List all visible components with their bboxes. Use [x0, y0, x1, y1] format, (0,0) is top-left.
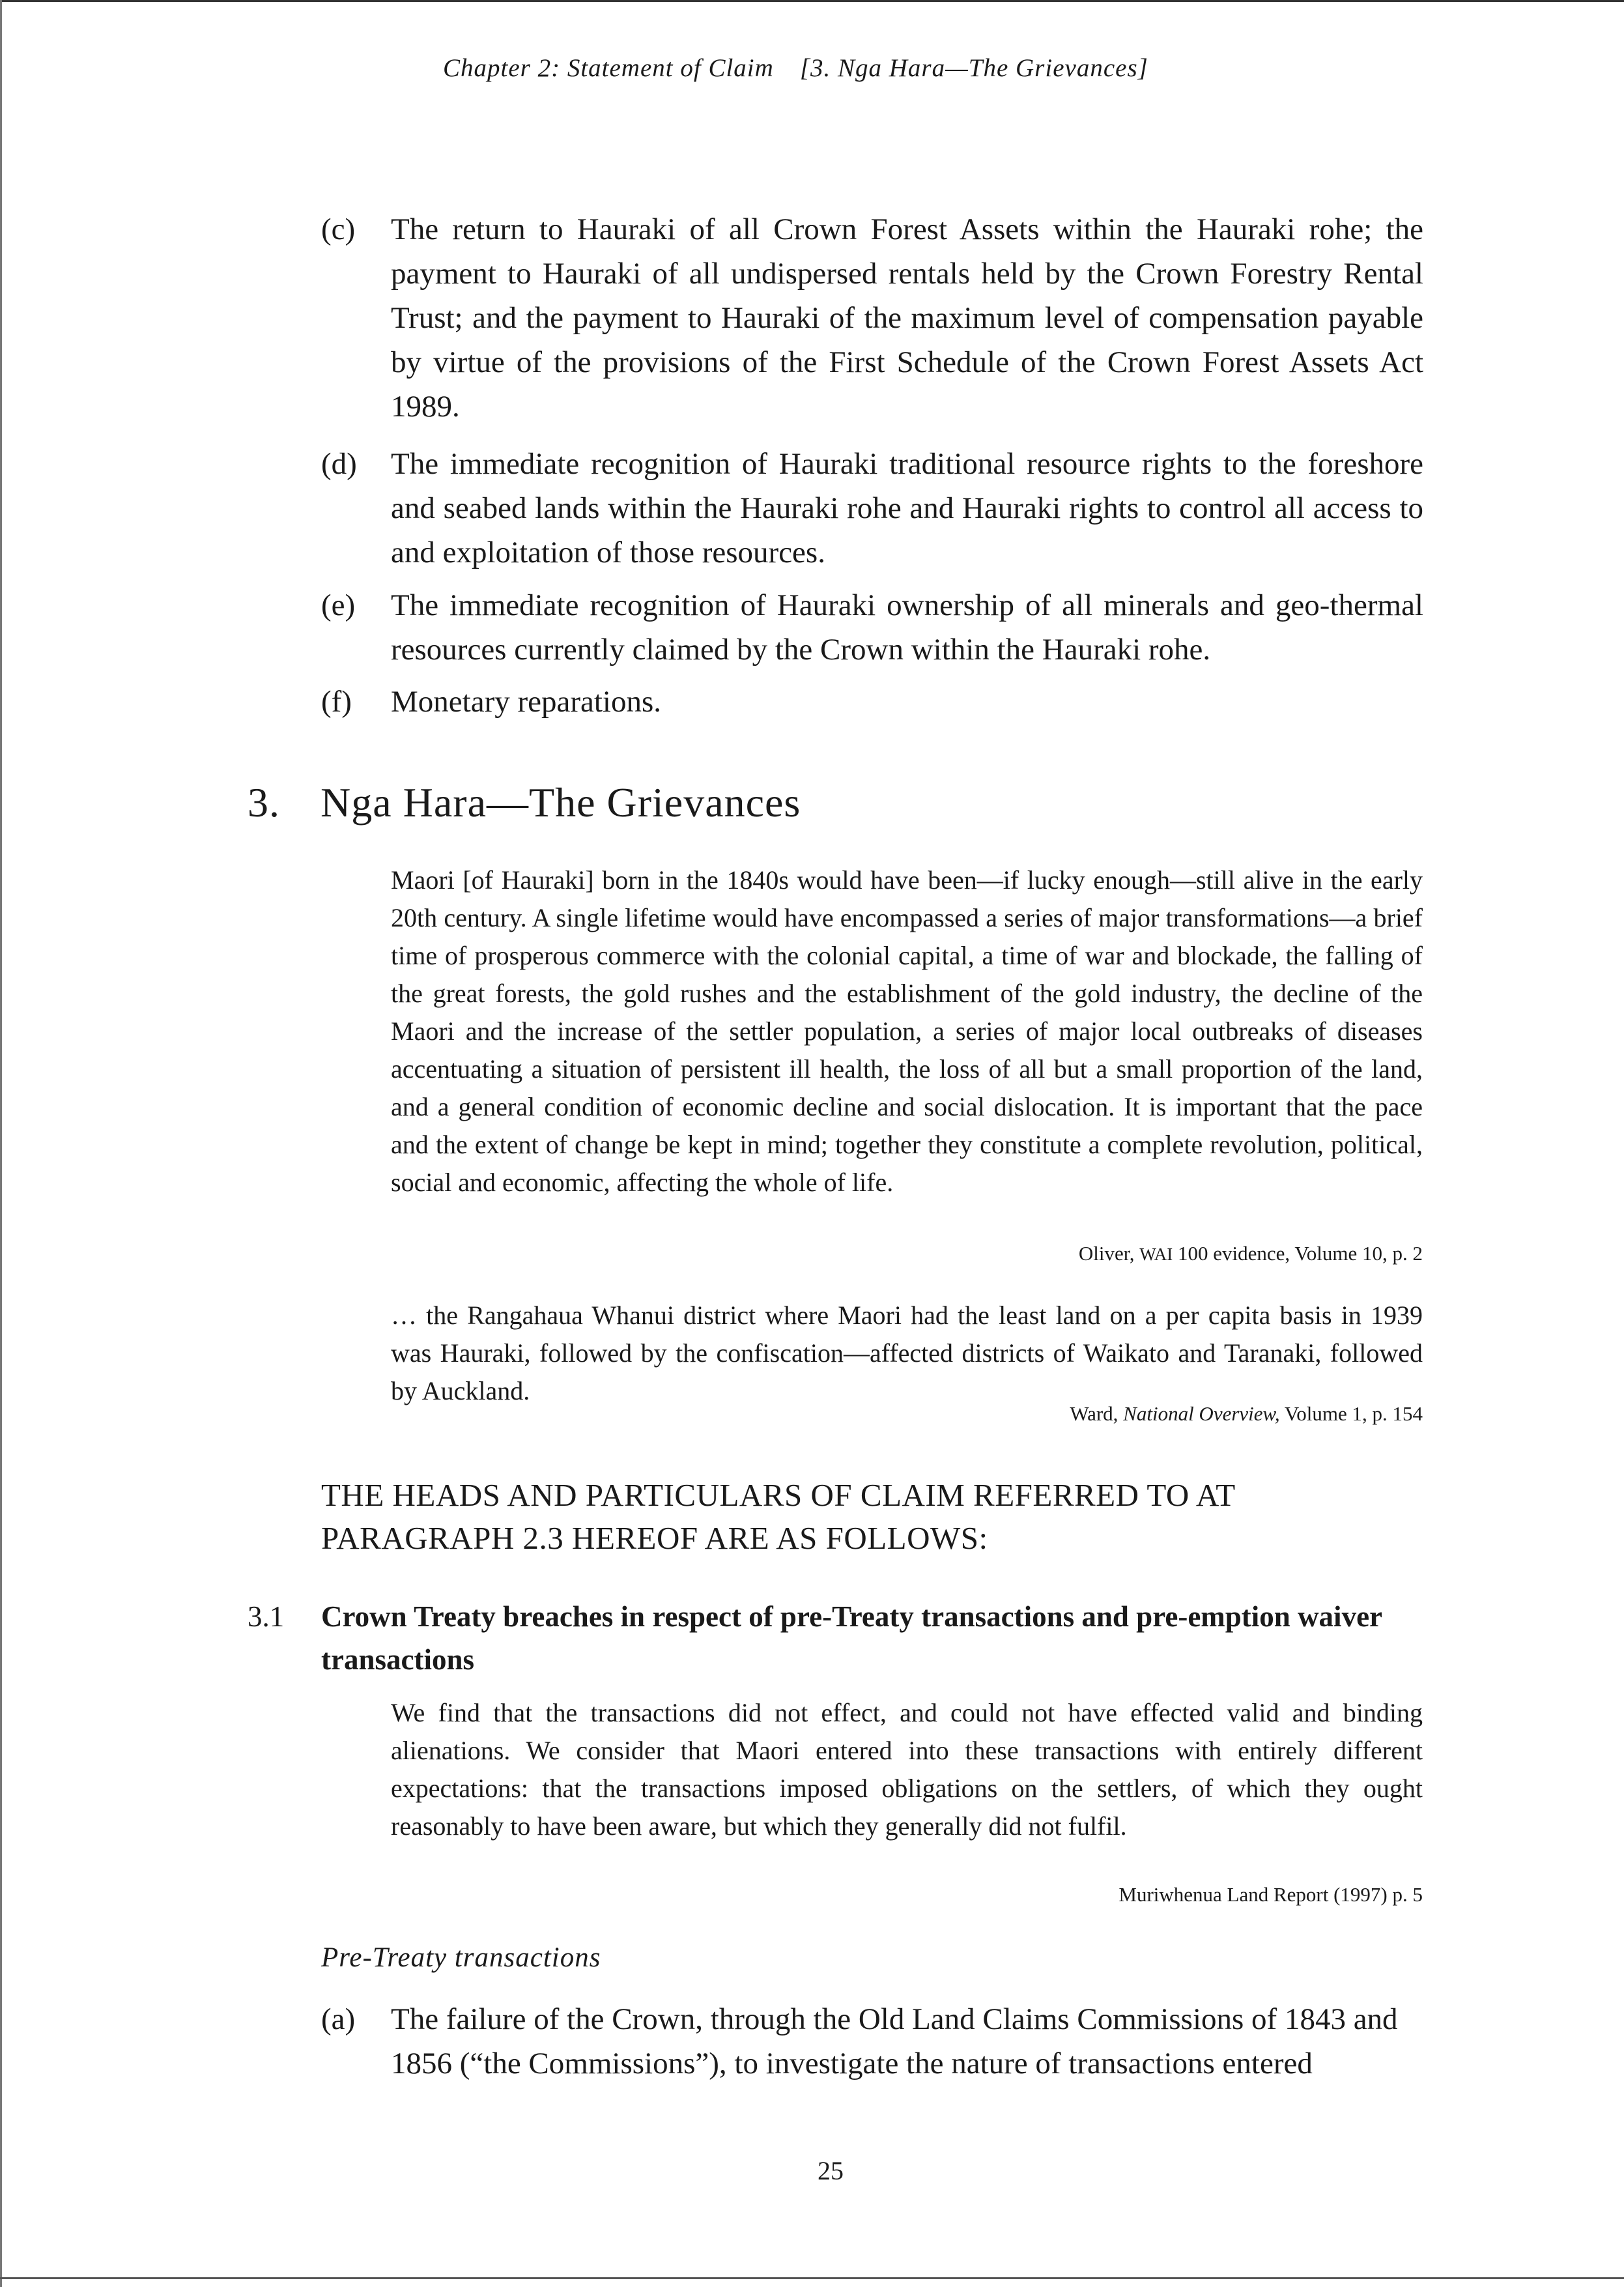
- list-item-label: (d): [321, 447, 357, 481]
- list-item-a: [321, 1997, 1423, 2086]
- block-quote-oliver: Maori [of Hauraki] born in the 1840s would have been—if lucky enough—still alive in the early 20th century. A single lifetime would have encompassed a series of major transformations—a brief time of prosperous commerce with the colonial capital, a time of war and blockade, the falling of the great forests, the gold rushes and the establishment of the gold industry, the decline of the Maori and the increase of the settler population, a series of major local outbreaks of diseases accentuating a situation of persistent ill health, the loss of all but a small proportion of the land, and a general condition of economic decline and social dislocation. It is important that the pace and the extent of change be kept in mind; together they constitute a complete revolution, political, social and economic, affecting the whole of life.: [391, 865, 1423, 1197]
- section-title: Nga Hara—The Grievances: [321, 779, 801, 826]
- left-border-line: [0, 0, 2, 2287]
- block-quote-ward: … the Rangahaua Whanui district where Maori had the least land on a per capita basis in 1939 was Hauraki, followed by the confiscation—affected districts of Waikato and Taranaki, followed by Auckland.: [391, 1301, 1423, 1405]
- list-item-text: The failure of the Crown, through the Old Land Claims Commissions of 1843 and 1856 (“the Commissions”), to investigate the nature of transactions entered: [391, 2002, 1398, 2080]
- list-item-text: The immediate recognition of Hauraki ownership of all minerals and geo-thermal resources currently claimed by the Crown within the Hauraki rohe.: [391, 588, 1423, 667]
- top-border-line: [0, 0, 1624, 2]
- list-item-e: [321, 583, 1423, 672]
- bottom-border-line: [0, 2277, 1624, 2279]
- heads-of-claim-heading: THE HEADS AND PARTICULARS OF CLAIM REFERRED TO AT PARAGRAPH 2.3 HEREOF ARE AS FOLLOWS:: [321, 1477, 1235, 1556]
- subsection-heading: [248, 1595, 1440, 1681]
- list-item-label: (e): [321, 588, 356, 622]
- subsection-number: 3.1: [248, 1600, 285, 1633]
- block-quote-muriwhenua: We find that the transactions did not effect, and could not have effected valid and binding alienations. We consider that Maori entered into these transactions with entirely different expectations: that the transactions imposed obligations on the settlers, of which they ought reasonably to have been aware, but which they generally did not fulfil.: [391, 1698, 1423, 1841]
- list-item-label: (c): [321, 212, 356, 246]
- list-item-label: (f): [321, 685, 352, 719]
- subsection-title: Crown Treaty breaches in respect of pre-Treaty transactions and pre-emption waiver transactions: [321, 1600, 1382, 1676]
- list-item-label: (a): [321, 2002, 356, 2036]
- quote-citation-ward: Ward, National Overview, Volume 1, p. 154: [1070, 1402, 1423, 1425]
- quote-citation-oliver: Oliver, WAI 100 evidence, Volume 10, p. 2: [1078, 1242, 1423, 1265]
- list-item-f: [321, 680, 1423, 724]
- running-head: [443, 53, 1148, 83]
- section-heading: [248, 779, 801, 827]
- list-item-text: The immediate recognition of Hauraki traditional resource rights to the foreshore and seabed lands within the Hauraki rohe and Hauraki rights to control all access to and exploitation of those resources.: [391, 447, 1423, 569]
- list-item-text: The return to Hauraki of all Crown Forest Assets within the Hauraki rohe; the payment to Hauraki of all undispersed rentals held by the Crown Forestry Rental Trust; and the payment to Hauraki of the maximum level of compensation payable by virtue of the provisions of the First Schedule of the Crown Forest Assets Act 1989.: [391, 212, 1423, 424]
- running-head-section: [3. Nga Hara—The Grievances]: [799, 54, 1148, 82]
- section-number: 3.: [248, 779, 280, 826]
- quote-citation-muriwhenua: Muriwhenua Land Report (1997) p. 5: [1118, 1883, 1423, 1906]
- list-item-d: [321, 442, 1423, 575]
- list-item-text: Monetary reparations.: [391, 685, 662, 719]
- pre-treaty-subheading: Pre-Treaty transactions: [321, 1942, 601, 1973]
- list-item-c: [321, 207, 1423, 429]
- running-head-chapter: Chapter 2: Statement of Claim: [443, 54, 774, 82]
- page-number: 25: [818, 2156, 844, 2185]
